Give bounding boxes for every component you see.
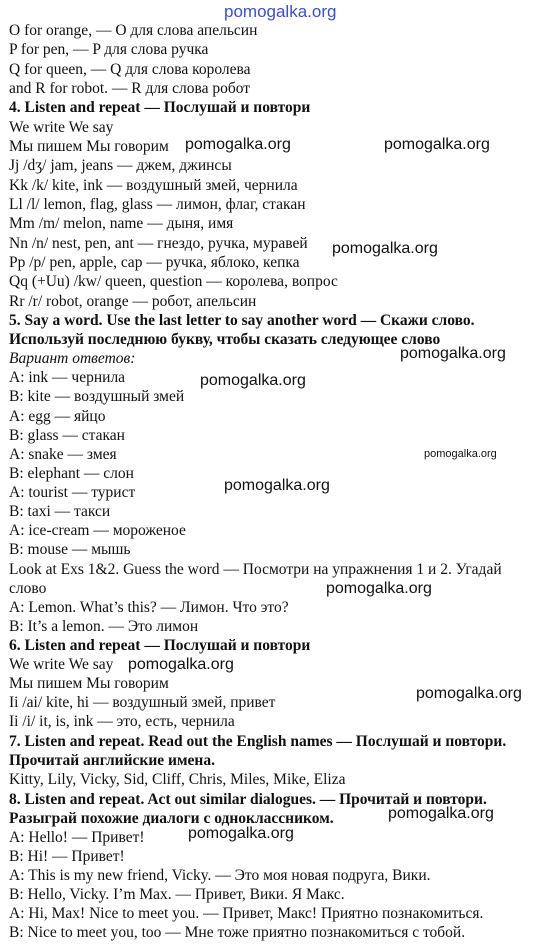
exercise-heading-continued: Прочитай английские имена. <box>9 752 215 769</box>
text-line: Pp /p/ pen, apple, cap — ручка, яблоко, кепка <box>9 254 300 271</box>
exercise-heading: 7. Listen and repeat. Read out the English names — Послушай и повтори. <box>9 733 507 750</box>
dialogue-line: A: Hi, Max! Nice to meet you. — Привет, Макс! Приятно познакомиться. <box>9 905 484 922</box>
watermark: pomogalka.org <box>224 477 330 494</box>
text-line: Q for queen, — Q для слова королева <box>9 61 251 78</box>
text-line: Nn /n/ nest, pen, ant — гнездо, ручка, муравей <box>9 235 308 252</box>
text-line: P for pen, — P для слова ручка <box>9 41 209 58</box>
watermark: pomogalka.org <box>326 580 432 597</box>
text-line: O for orange, — O для слова апельсин <box>9 22 258 39</box>
watermark: pomogalka.org <box>188 825 294 842</box>
text-line: Ii /i/ it, is, ink — это, есть, чернила <box>9 713 235 730</box>
text-line: Qq (+Uu) /kw/ queen, question — королева, вопрос <box>9 273 338 290</box>
text-line: A: ice-cream — мороженое <box>9 522 186 539</box>
exercise-heading: 8. Listen and repeat. Act out similar dialogues. — Прочитай и повтори. <box>9 791 487 808</box>
text-line: A: snake — змея <box>9 446 117 463</box>
text-line: Мы пишем Мы говорим <box>9 675 169 692</box>
watermark: pomogalka.org <box>128 656 234 673</box>
watermark: pomogalka.org <box>185 136 291 153</box>
exercise-heading-continued: Используй последнюю букву, чтобы сказать следующее слово <box>9 331 441 348</box>
dialogue-line: B: Hi! — Привет! <box>9 848 125 865</box>
text-line: We write We say <box>9 656 114 673</box>
watermark: pomogalka.org <box>424 448 497 460</box>
watermark: pomogalka.org <box>224 2 337 21</box>
dialogue-line: B: Hello, Vicky. I’m Max. — Привет, Вики. Я Макс. <box>9 886 345 903</box>
text-line: A: Lemon. What’s this? — Лимон. Что это? <box>9 599 289 616</box>
dialogue-line: A: This is my new friend, Vicky. — Это моя новая подруга, Вики. <box>9 867 431 884</box>
text-line: Look at Exs 1&2. Guess the word — Посмотри на упражнения 1 и 2. Угадай <box>9 561 502 578</box>
watermark: pomogalka.org <box>200 372 306 389</box>
dialogue-line: B: Nice to meet you, too — Мне тоже приятно познакомиться с тобой. <box>9 924 466 941</box>
watermark: pomogalka.org <box>332 240 438 257</box>
watermark: pomogalka.org <box>416 685 522 702</box>
answer-variant-label: Вариант ответов: <box>9 350 136 367</box>
text-line: A: ink — чернила <box>9 369 126 386</box>
text-line: B: taxi — такси <box>9 503 111 520</box>
text-line: and R for robot. — R для слова робот <box>9 80 251 97</box>
text-line: B: kite — воздушный змей <box>9 388 185 405</box>
dialogue-line: A: Hello! — Привет! <box>9 829 145 846</box>
text-line: A: egg — яйцо <box>9 408 106 425</box>
text-line: Kk /k/ kite, ink — воздушный змей, чернила <box>9 177 298 194</box>
watermark: pomogalka.org <box>400 345 506 362</box>
text-line: Mm /m/ melon, name — дыня, имя <box>9 215 234 232</box>
exercise-heading: 4. Listen and repeat — Послушай и повтори <box>9 99 311 116</box>
text-line: A: tourist — турист <box>9 484 136 501</box>
text-line: Ii /ai/ kite, hi — воздушный змей, привет <box>9 694 276 711</box>
text-line: Мы пишем Мы говорим <box>9 138 169 155</box>
text-line: Rr /r/ robot, orange — робот, апельсин <box>9 293 257 310</box>
names-line: Kitty, Lily, Vicky, Sid, Cliff, Chris, Miles, Mike, Eliza <box>9 771 346 788</box>
exercise-heading-continued: Разыграй похожие диалоги с одноклассником. <box>9 810 334 827</box>
watermark: pomogalka.org <box>384 136 490 153</box>
text-line: слово <box>9 580 47 597</box>
text-line: B: elephant — слон <box>9 465 134 482</box>
text-line: B: mouse — мышь <box>9 541 131 558</box>
text-line: B: glass — стакан <box>9 427 125 444</box>
text-line: Ll /l/ lemon, flag, glass — лимон, флаг, стакан <box>9 196 306 213</box>
exercise-heading: 5. Say a word. Use the last letter to say another word — Скажи слово. <box>9 312 475 329</box>
exercise-heading: 6. Listen and repeat — Послушай и повтори <box>9 637 311 654</box>
watermark: pomogalka.org <box>388 805 494 822</box>
text-line: B: It’s a lemon. — Это лимон <box>9 618 199 635</box>
text-line: Jj /dʒ/ jam, jeans — джем, джинсы <box>9 157 232 174</box>
text-line: We write We say <box>9 119 114 136</box>
